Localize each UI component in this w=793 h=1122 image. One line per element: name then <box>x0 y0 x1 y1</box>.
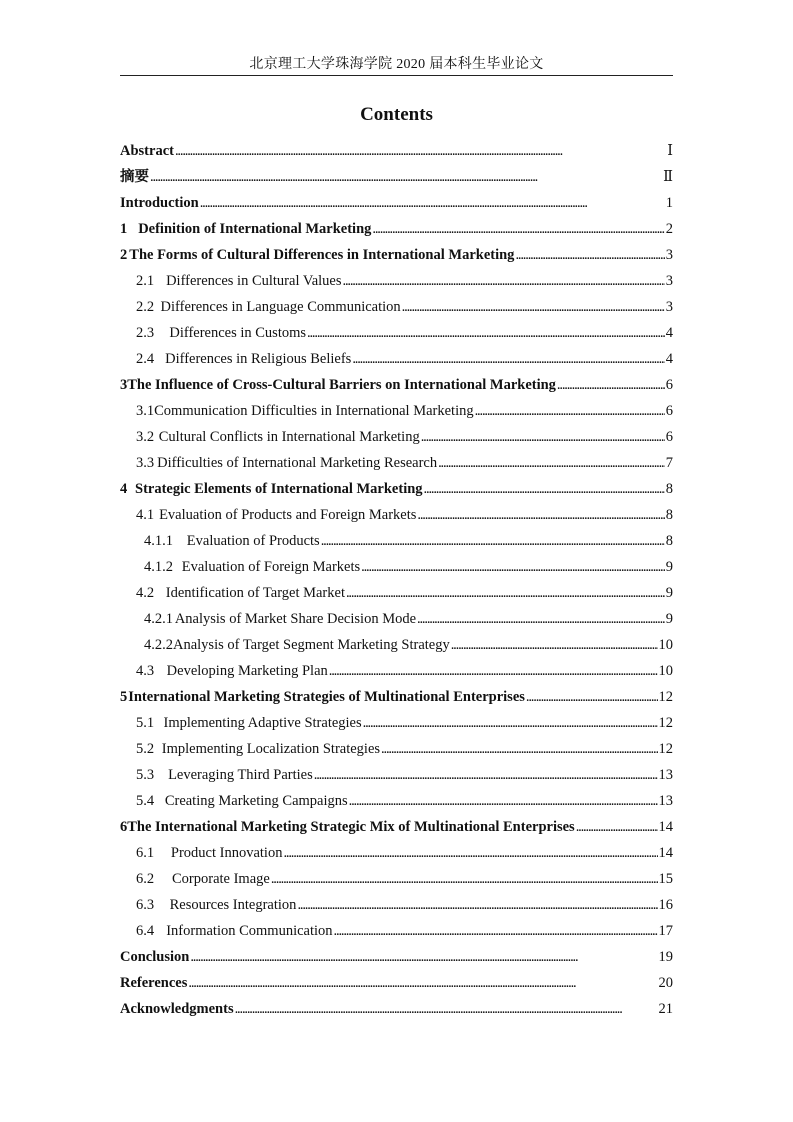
toc-entry-title: Creating Marketing Campaigns <box>164 793 348 809</box>
toc-entry-page: 14 <box>658 845 673 861</box>
toc-entry[interactable] <box>120 580 673 606</box>
toc-entry-page: 16 <box>658 897 673 913</box>
dot-leader <box>576 814 658 840</box>
toc-entry[interactable] <box>120 398 673 424</box>
dot-leader <box>451 632 658 658</box>
dot-leader <box>321 528 665 554</box>
toc-entry-number: 2.4 <box>136 351 155 367</box>
toc-entry-title: Evaluation of Products and Foreign Markets <box>159 507 417 523</box>
dot-leader <box>150 164 662 190</box>
toc-entry-page: 9 <box>665 559 673 575</box>
toc-entry-title: The Forms of Cultural Differences in International Marketing <box>129 247 515 263</box>
toc-entry[interactable] <box>120 736 673 762</box>
toc-entry[interactable] <box>120 762 673 788</box>
toc-entry-page: 7 <box>665 455 673 471</box>
toc-entry[interactable] <box>120 866 673 892</box>
toc-entry[interactable] <box>120 424 673 450</box>
toc-entry[interactable] <box>120 502 673 528</box>
toc-entry-page: 17 <box>658 923 673 939</box>
toc-entry-number: 4.1.1 <box>144 533 173 549</box>
dot-leader <box>349 788 658 814</box>
dot-leader <box>424 476 665 502</box>
toc-entry-number: 3.1 <box>136 403 155 419</box>
toc-entry[interactable] <box>120 606 673 632</box>
toc-entry-page: 12 <box>658 689 673 705</box>
toc-entry-number: 6.3 <box>136 897 155 913</box>
toc-entry-number: 2.2 <box>136 299 155 315</box>
toc-entry[interactable] <box>120 710 673 736</box>
toc-entry-number: 5.3 <box>136 767 155 783</box>
dot-leader <box>329 658 658 684</box>
dot-leader <box>352 346 664 372</box>
toc-entry[interactable] <box>120 632 673 658</box>
toc-entry-page: 12 <box>658 715 673 731</box>
toc-entry-title: Leveraging Third Parties <box>168 767 313 783</box>
toc-entry-title: Identification of Target Market <box>165 585 345 601</box>
toc-entry-page: 20 <box>658 975 673 991</box>
toc-entry-number: 4.2.1 <box>144 611 173 627</box>
dot-leader <box>361 554 665 580</box>
dot-leader <box>381 736 657 762</box>
toc-entry[interactable] <box>120 268 673 294</box>
toc-entry-page: 10 <box>658 637 673 653</box>
toc-entry-page: 19 <box>658 949 673 965</box>
toc-entry-title: Analysis of Market Share Decision Mode <box>174 611 417 627</box>
toc-entry-number: 3 <box>120 377 128 393</box>
toc-entry[interactable] <box>120 554 673 580</box>
toc-entry-page: 10 <box>658 663 673 679</box>
toc-entry-title: Conclusion <box>120 949 190 965</box>
dot-leader <box>235 996 658 1022</box>
toc-entry[interactable] <box>120 918 673 944</box>
dot-leader <box>200 190 665 216</box>
toc-entry-title: The Influence of Cross-Cultural Barriers on International Marketing <box>127 377 556 393</box>
toc-entry-title: Acknowledgments <box>120 1001 234 1017</box>
toc-entry-number: 4 <box>120 481 128 497</box>
toc-entry-title: Resources Integration <box>169 897 297 913</box>
toc-entry[interactable] <box>120 528 673 554</box>
toc-entry-title: Introduction <box>120 195 199 211</box>
toc-entry[interactable] <box>120 476 673 502</box>
toc-entry[interactable] <box>120 970 673 996</box>
toc-entry-title: Differences in Language Communication <box>160 299 401 315</box>
toc-entry-number: 4.3 <box>136 663 155 679</box>
toc-entry[interactable] <box>120 294 673 320</box>
toc-entry-title: Information Communication <box>166 923 333 939</box>
toc-entry-title: Implementing Adaptive Strategies <box>163 715 362 731</box>
toc-entry-number: 2.3 <box>136 325 155 341</box>
dot-leader <box>417 502 664 528</box>
toc-entry[interactable] <box>120 216 673 242</box>
toc-entry-page: 6 <box>665 377 673 393</box>
toc-entry[interactable] <box>120 658 673 684</box>
dot-leader <box>475 398 665 424</box>
dot-leader <box>334 918 658 944</box>
toc-entry[interactable] <box>120 190 673 216</box>
toc-entry-page: 21 <box>658 1001 673 1017</box>
toc-entry-number: 4.2 <box>136 585 155 601</box>
table-of-contents <box>120 138 673 1022</box>
toc-entry-page: 13 <box>658 793 673 809</box>
toc-entry-number: 3.2 <box>136 429 155 445</box>
toc-entry-page: Ⅱ <box>663 169 673 185</box>
toc-entry[interactable] <box>120 684 673 710</box>
dot-leader <box>314 762 658 788</box>
toc-entry-page: 4 <box>665 351 673 367</box>
toc-entry-title: Differences in Customs <box>169 325 307 341</box>
toc-entry-number: 5.1 <box>136 715 155 731</box>
toc-entry-page: 12 <box>658 741 673 757</box>
toc-entry-number: 1 <box>120 221 128 237</box>
toc-entry-number: 5.4 <box>136 793 155 809</box>
dot-leader <box>402 294 665 320</box>
toc-entry-number: 6.4 <box>136 923 155 939</box>
toc-entry[interactable] <box>120 788 673 814</box>
toc-entry-title: Abstract <box>120 143 174 159</box>
toc-entry-page: 1 <box>665 195 673 211</box>
dot-leader <box>307 320 665 346</box>
header-divider <box>120 75 673 76</box>
dot-leader <box>175 138 666 164</box>
toc-entry-page: 6 <box>665 429 673 445</box>
toc-entry-title: Cultural Conflicts in International Marketing <box>158 429 420 445</box>
toc-entry-page: 14 <box>658 819 673 835</box>
toc-entry-title: References <box>120 975 188 991</box>
dot-leader <box>515 242 664 268</box>
page-title: Contents <box>360 104 433 125</box>
toc-entry-number: 6 <box>120 819 128 835</box>
toc-entry-page: 3 <box>665 299 673 315</box>
toc-entry-page: 8 <box>665 533 673 549</box>
toc-entry-page: 4 <box>665 325 673 341</box>
toc-entry[interactable] <box>120 996 673 1022</box>
toc-entry-title: Communication Difficulties in International Marketing <box>154 403 474 419</box>
toc-entry-number: 4.2.2 <box>144 637 173 653</box>
toc-entry[interactable] <box>120 840 673 866</box>
toc-entry-page: 8 <box>665 481 673 497</box>
toc-entry[interactable] <box>120 450 673 476</box>
toc-entry-page: 9 <box>665 611 673 627</box>
toc-entry-page: 3 <box>665 273 673 289</box>
dot-leader <box>417 606 665 632</box>
toc-entry-title: International Marketing Strategies of Multinational Enterprises <box>128 689 525 705</box>
toc-entry-page: 6 <box>665 403 673 419</box>
toc-entry[interactable] <box>120 320 673 346</box>
toc-entry-title: Differences in Cultural Values <box>166 273 342 289</box>
toc-entry[interactable] <box>120 372 673 398</box>
toc-entry-number: 6.1 <box>136 845 155 861</box>
dot-leader <box>372 216 664 242</box>
toc-entry[interactable] <box>120 242 673 268</box>
toc-entry-title: Implementing Localization Strategies <box>161 741 381 757</box>
toc-entry-number: 4.1.2 <box>144 559 173 575</box>
toc-entry-title: Difficulties of International Marketing Research <box>157 455 438 471</box>
toc-entry[interactable] <box>120 944 673 970</box>
toc-entry-number: 5 <box>120 689 128 705</box>
toc-entry[interactable] <box>120 814 673 840</box>
toc-entry-number: 5.2 <box>136 741 155 757</box>
toc-entry[interactable] <box>120 164 673 190</box>
toc-entry-title: Evaluation of Foreign Markets <box>181 559 361 575</box>
dot-leader <box>188 970 657 996</box>
dot-leader <box>297 892 657 918</box>
dot-leader <box>343 268 665 294</box>
toc-entry-title: Corporate Image <box>172 871 270 887</box>
toc-entry-title: 摘要 <box>120 169 149 185</box>
toc-entry-number: 2.1 <box>136 273 155 289</box>
toc-entry-number: 2 <box>120 247 128 263</box>
toc-entry[interactable] <box>120 138 673 164</box>
toc-entry-page: Ⅰ <box>667 143 673 159</box>
dot-leader <box>557 372 665 398</box>
toc-entry[interactable] <box>120 892 673 918</box>
toc-entry-title: Differences in Religious Beliefs <box>165 351 352 367</box>
toc-entry-page: 9 <box>665 585 673 601</box>
toc-entry-number: 4.1 <box>136 507 155 523</box>
dot-leader <box>283 840 657 866</box>
running-header: 北京理工大学珠海学院 2020 届本科生毕业论文 <box>249 57 544 72</box>
toc-entry-title: The International Marketing Strategic Mix of Multinational Enterprises <box>127 819 575 835</box>
toc-entry-title: Product Innovation <box>170 845 283 861</box>
toc-entry[interactable] <box>120 346 673 372</box>
dot-leader <box>346 580 665 606</box>
toc-entry-number: 3.3 <box>136 455 155 471</box>
toc-entry-page: 15 <box>658 871 673 887</box>
toc-entry-number: 6.2 <box>136 871 155 887</box>
toc-entry-page: 8 <box>665 507 673 523</box>
toc-entry-page: 3 <box>665 247 673 263</box>
toc-entry-page: 2 <box>665 221 673 237</box>
toc-entry-title: Evaluation of Products <box>186 533 320 549</box>
dot-leader <box>438 450 665 476</box>
toc-entry-title: Developing Marketing Plan <box>166 663 328 679</box>
toc-entry-title: Analysis of Target Segment Marketing Strategy <box>173 637 450 653</box>
toc-entry-title: Strategic Elements of International Marketing <box>135 481 423 497</box>
dot-leader <box>421 424 665 450</box>
dot-leader <box>363 710 658 736</box>
dot-leader <box>271 866 658 892</box>
dot-leader <box>526 684 658 710</box>
toc-entry-title: Definition of International Marketing <box>138 221 372 237</box>
dot-leader <box>190 944 657 970</box>
toc-entry-page: 13 <box>658 767 673 783</box>
